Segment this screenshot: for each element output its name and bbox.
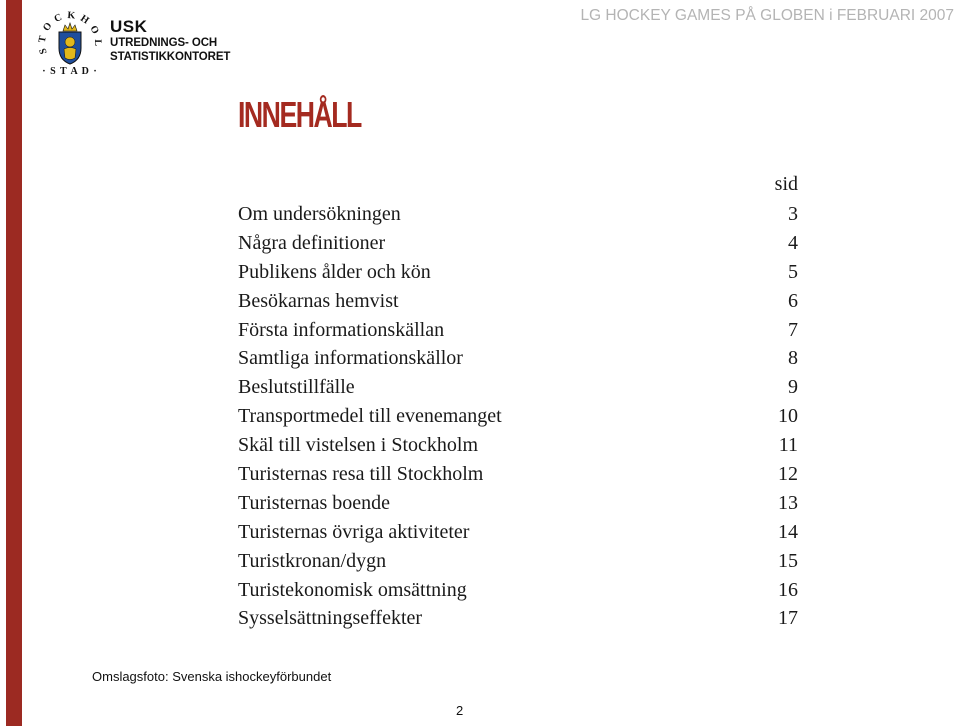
toc-entry-label: Första informationskällan — [238, 318, 445, 341]
page-number: 2 — [456, 703, 464, 718]
toc-entry-label: Sysselsättningseffekter — [238, 607, 423, 630]
toc-entry-page: 9 — [788, 376, 798, 399]
toc-entry — [238, 489, 798, 518]
toc-entry — [238, 576, 798, 605]
toc-entry-page: 17 — [778, 607, 798, 630]
toc-entry-label: Skäl till vistelsen i Stockholm — [238, 434, 478, 457]
toc-entry-label: Besökarnas hemvist — [238, 289, 399, 312]
toc-entry-page: 16 — [778, 578, 798, 601]
table-of-contents — [238, 200, 798, 633]
toc-entry — [238, 344, 798, 373]
toc-entry — [238, 229, 798, 258]
org-abbreviation: USK — [110, 17, 148, 36]
toc-entry — [238, 431, 798, 460]
stockholm-stad-seal-logo — [34, 6, 106, 78]
toc-entry — [238, 316, 798, 345]
toc-entry-label: Turistkronan/dygn — [238, 549, 387, 572]
toc-entry-label: Turisternas resa till Stockholm — [238, 463, 484, 486]
toc-page-column-header: sid — [774, 173, 798, 195]
org-name-line2: STATISTIKKONTORET — [110, 51, 231, 63]
toc-entry — [238, 604, 798, 633]
toc-entry — [238, 373, 798, 402]
toc-entry-page: 8 — [788, 347, 798, 370]
toc-entry-page: 6 — [788, 289, 798, 312]
toc-entry-page: 14 — [778, 520, 798, 543]
toc-entry-label: Några definitioner — [238, 231, 386, 254]
toc-entry-page: 10 — [778, 405, 798, 428]
toc-entry-page: 13 — [778, 491, 798, 514]
toc-entry — [238, 518, 798, 547]
toc-entry — [238, 287, 798, 316]
toc-entry-page: 15 — [778, 549, 798, 572]
left-accent-bar — [6, 0, 22, 726]
toc-entry-label: Publikens ålder och kön — [238, 260, 431, 283]
toc-entry-page: 4 — [788, 231, 798, 254]
report-header-title: LG HOCKEY GAMES PÅ GLOBEN i FEBRUARI 2007 — [580, 7, 954, 24]
toc-entry-page: 7 — [788, 318, 798, 341]
toc-entry-page: 5 — [788, 260, 798, 283]
organization-name — [110, 18, 230, 64]
page-title: INNEHÅLL — [238, 94, 361, 135]
toc-entry-label: Turisternas övriga aktiviteter — [238, 520, 470, 543]
toc-entry-page: 12 — [778, 463, 798, 486]
toc-entry-label: Transportmedel till evenemanget — [238, 405, 502, 428]
toc-entry — [238, 200, 798, 229]
toc-entry — [238, 547, 798, 576]
toc-entry — [238, 258, 798, 287]
svg-text:· S T A D ·: · S T A D · — [42, 66, 98, 77]
toc-entry-label: Samtliga informationskällor — [238, 347, 463, 370]
cover-photo-credit: Omslagsfoto: Svenska ishockeyförbundet — [92, 669, 332, 684]
toc-entry-page: 3 — [788, 203, 798, 225]
toc-entry-page: 11 — [778, 434, 798, 457]
toc-entry — [238, 460, 798, 489]
toc-entry-label: Turistekonomisk omsättning — [238, 578, 467, 601]
toc-entry-label: Turisternas boende — [238, 491, 391, 514]
toc-entry-label: Beslutstillfälle — [238, 376, 355, 399]
org-name-line1: UTREDNINGS- OCH — [110, 37, 218, 49]
toc-entry-label: Om undersökningen — [238, 203, 401, 225]
svg-text:S T O C K H O L M S: S T O C K H O L — [36, 9, 104, 56]
toc-entry — [238, 402, 798, 431]
